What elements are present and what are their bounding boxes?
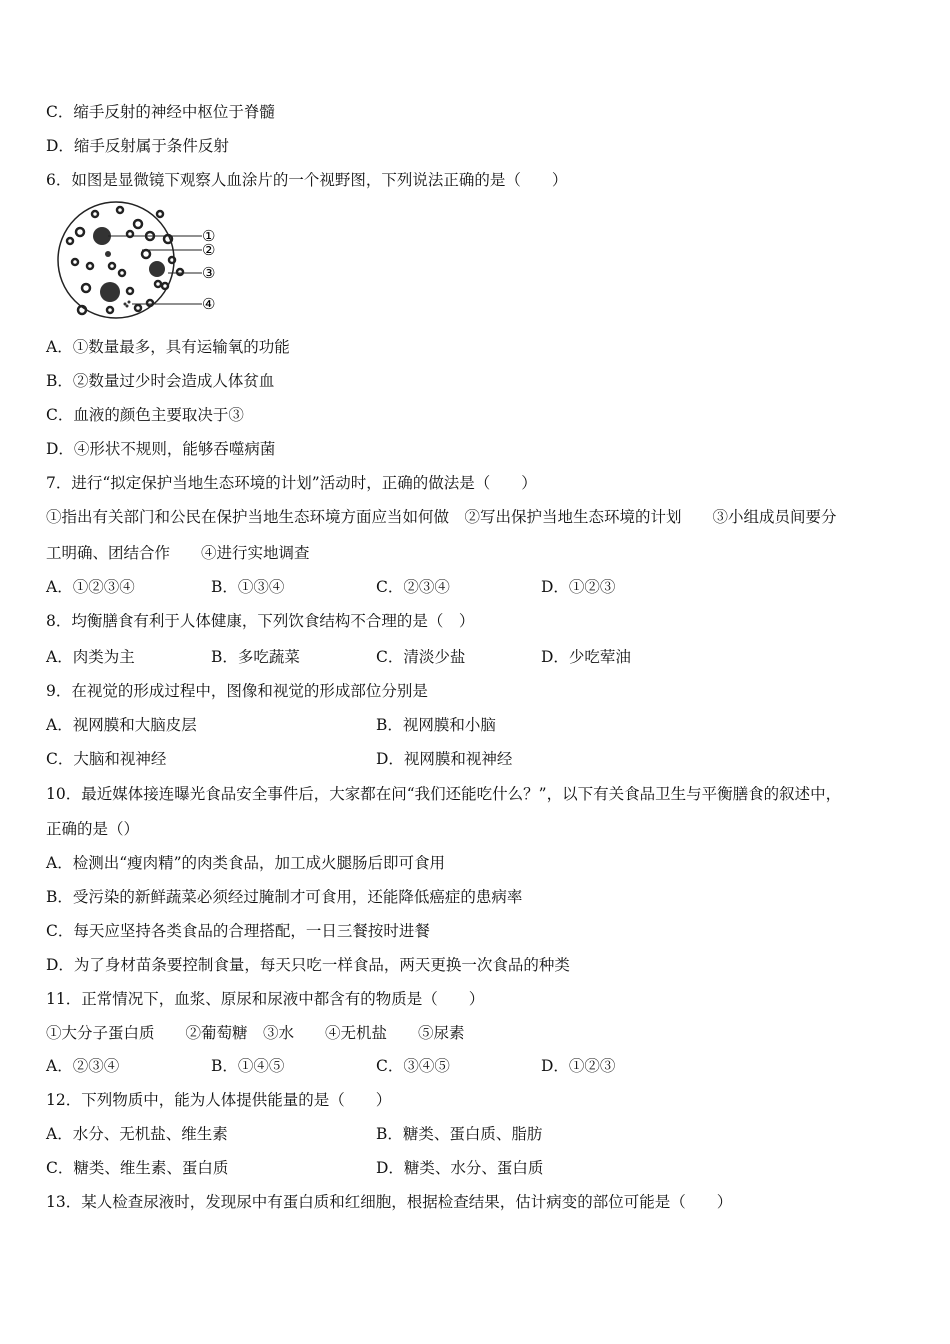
q6-option-c: C．血液的颜色主要取决于③ xyxy=(46,406,244,424)
figure-label-2: ② xyxy=(202,241,216,259)
figure-label-1: ① xyxy=(202,227,216,245)
q12-option-a: A．水分、无机盐、维生素 xyxy=(46,1125,228,1143)
q11-option-c: C．③④⑤ xyxy=(376,1057,450,1075)
q10-stem-line2: 正确的是（） xyxy=(46,820,140,838)
q8-stem: 8．均衡膳食有利于人体健康，下列饮食结构不合理的是（ ） xyxy=(46,612,475,630)
q5-option-c: C．缩手反射的神经中枢位于脊髓 xyxy=(46,103,275,121)
q10-stem-line1: 10．最近媒体接连曝光食品安全事件后，大家都在问“我们还能吃什么？”，以下有关食品卫生与平衡膳食的叙述中， xyxy=(46,785,842,803)
q12-option-c: C．糖类、维生素、蛋白质 xyxy=(46,1159,229,1177)
q10-option-c: C．每天应坚持各类食品的合理搭配，一日三餐按时进餐 xyxy=(46,922,430,940)
blood-smear-figure xyxy=(50,196,220,326)
q7-stem: 7．进行“拟定保护当地生态环境的计划”活动时，正确的做法是（ ） xyxy=(46,474,537,492)
q9-option-b: B．视网膜和小脑 xyxy=(376,716,496,734)
q7-option-b: B．①③④ xyxy=(211,578,285,596)
q6-stem: 6．如图是显微镜下观察人血涂片的一个视野图，下列说法正确的是（ ） xyxy=(46,171,568,189)
q12-option-d: D．糖类、水分、蛋白质 xyxy=(376,1159,544,1177)
q7-items-line2: 工明确、团结合作 ④进行实地调查 xyxy=(46,544,310,562)
q6-option-b: B．②数量过少时会造成人体贫血 xyxy=(46,372,275,390)
q6-option-d: D．④形状不规则，能够吞噬病菌 xyxy=(46,440,276,458)
q5-option-d: D．缩手反射属于条件反射 xyxy=(46,137,229,155)
q8-option-b: B．多吃蔬菜 xyxy=(211,648,300,666)
q11-option-b: B．①④⑤ xyxy=(211,1057,285,1075)
q8-option-a: A．肉类为主 xyxy=(46,648,135,666)
figure-label-4: ④ xyxy=(202,295,216,313)
q10-option-d: D．为了身材苗条要控制食量，每天只吃一样食品，两天更换一次食品的种类 xyxy=(46,956,570,974)
q10-option-b: B．受污染的新鲜蔬菜必须经过腌制才可食用，还能降低癌症的患病率 xyxy=(46,888,523,906)
q9-option-d: D．视网膜和视神经 xyxy=(376,750,513,768)
q12-option-b: B．糖类、蛋白质、脂肪 xyxy=(376,1125,543,1143)
q6-option-a: A．①数量最多，具有运输氧的功能 xyxy=(46,338,290,356)
q7-option-c: C．②③④ xyxy=(376,578,450,596)
q7-items-line1: ①指出有关部门和公民在保护当地生态环境方面应当如何做 ②写出保护当地生态环境的计划 ③小组成员间要分 xyxy=(46,508,837,526)
q9-option-a: A．视网膜和大脑皮层 xyxy=(46,716,197,734)
q11-option-d: D．①②③ xyxy=(541,1057,616,1075)
q7-option-d: D．①②③ xyxy=(541,578,616,596)
q12-stem: 12．下列物质中，能为人体提供能量的是（ ） xyxy=(46,1091,392,1109)
q7-option-a: A．①②③④ xyxy=(46,578,135,596)
q10-option-a: A．检测出“瘦肉精”的肉类食品，加工成火腿肠后即可食用 xyxy=(46,854,446,872)
q11-items: ①大分子蛋白质 ②葡萄糖 ③水 ④无机盐 ⑤尿素 xyxy=(46,1024,465,1042)
q9-stem: 9．在视觉的形成过程中，图像和视觉的形成部位分别是 xyxy=(46,682,428,700)
q8-option-c: C．清淡少盐 xyxy=(376,648,466,666)
q11-option-a: A．②③④ xyxy=(46,1057,120,1075)
q11-stem: 11．正常情况下，血浆、原尿和尿液中都含有的物质是（ ） xyxy=(46,990,485,1008)
figure-label-3: ③ xyxy=(202,264,216,282)
q8-option-d: D．少吃荤油 xyxy=(541,648,631,666)
q9-option-c: C．大脑和视神经 xyxy=(46,750,167,768)
q13-stem: 13．某人检查尿液时，发现尿中有蛋白质和红细胞，根据检查结果，估计病变的部位可能是（ ） xyxy=(46,1193,733,1211)
